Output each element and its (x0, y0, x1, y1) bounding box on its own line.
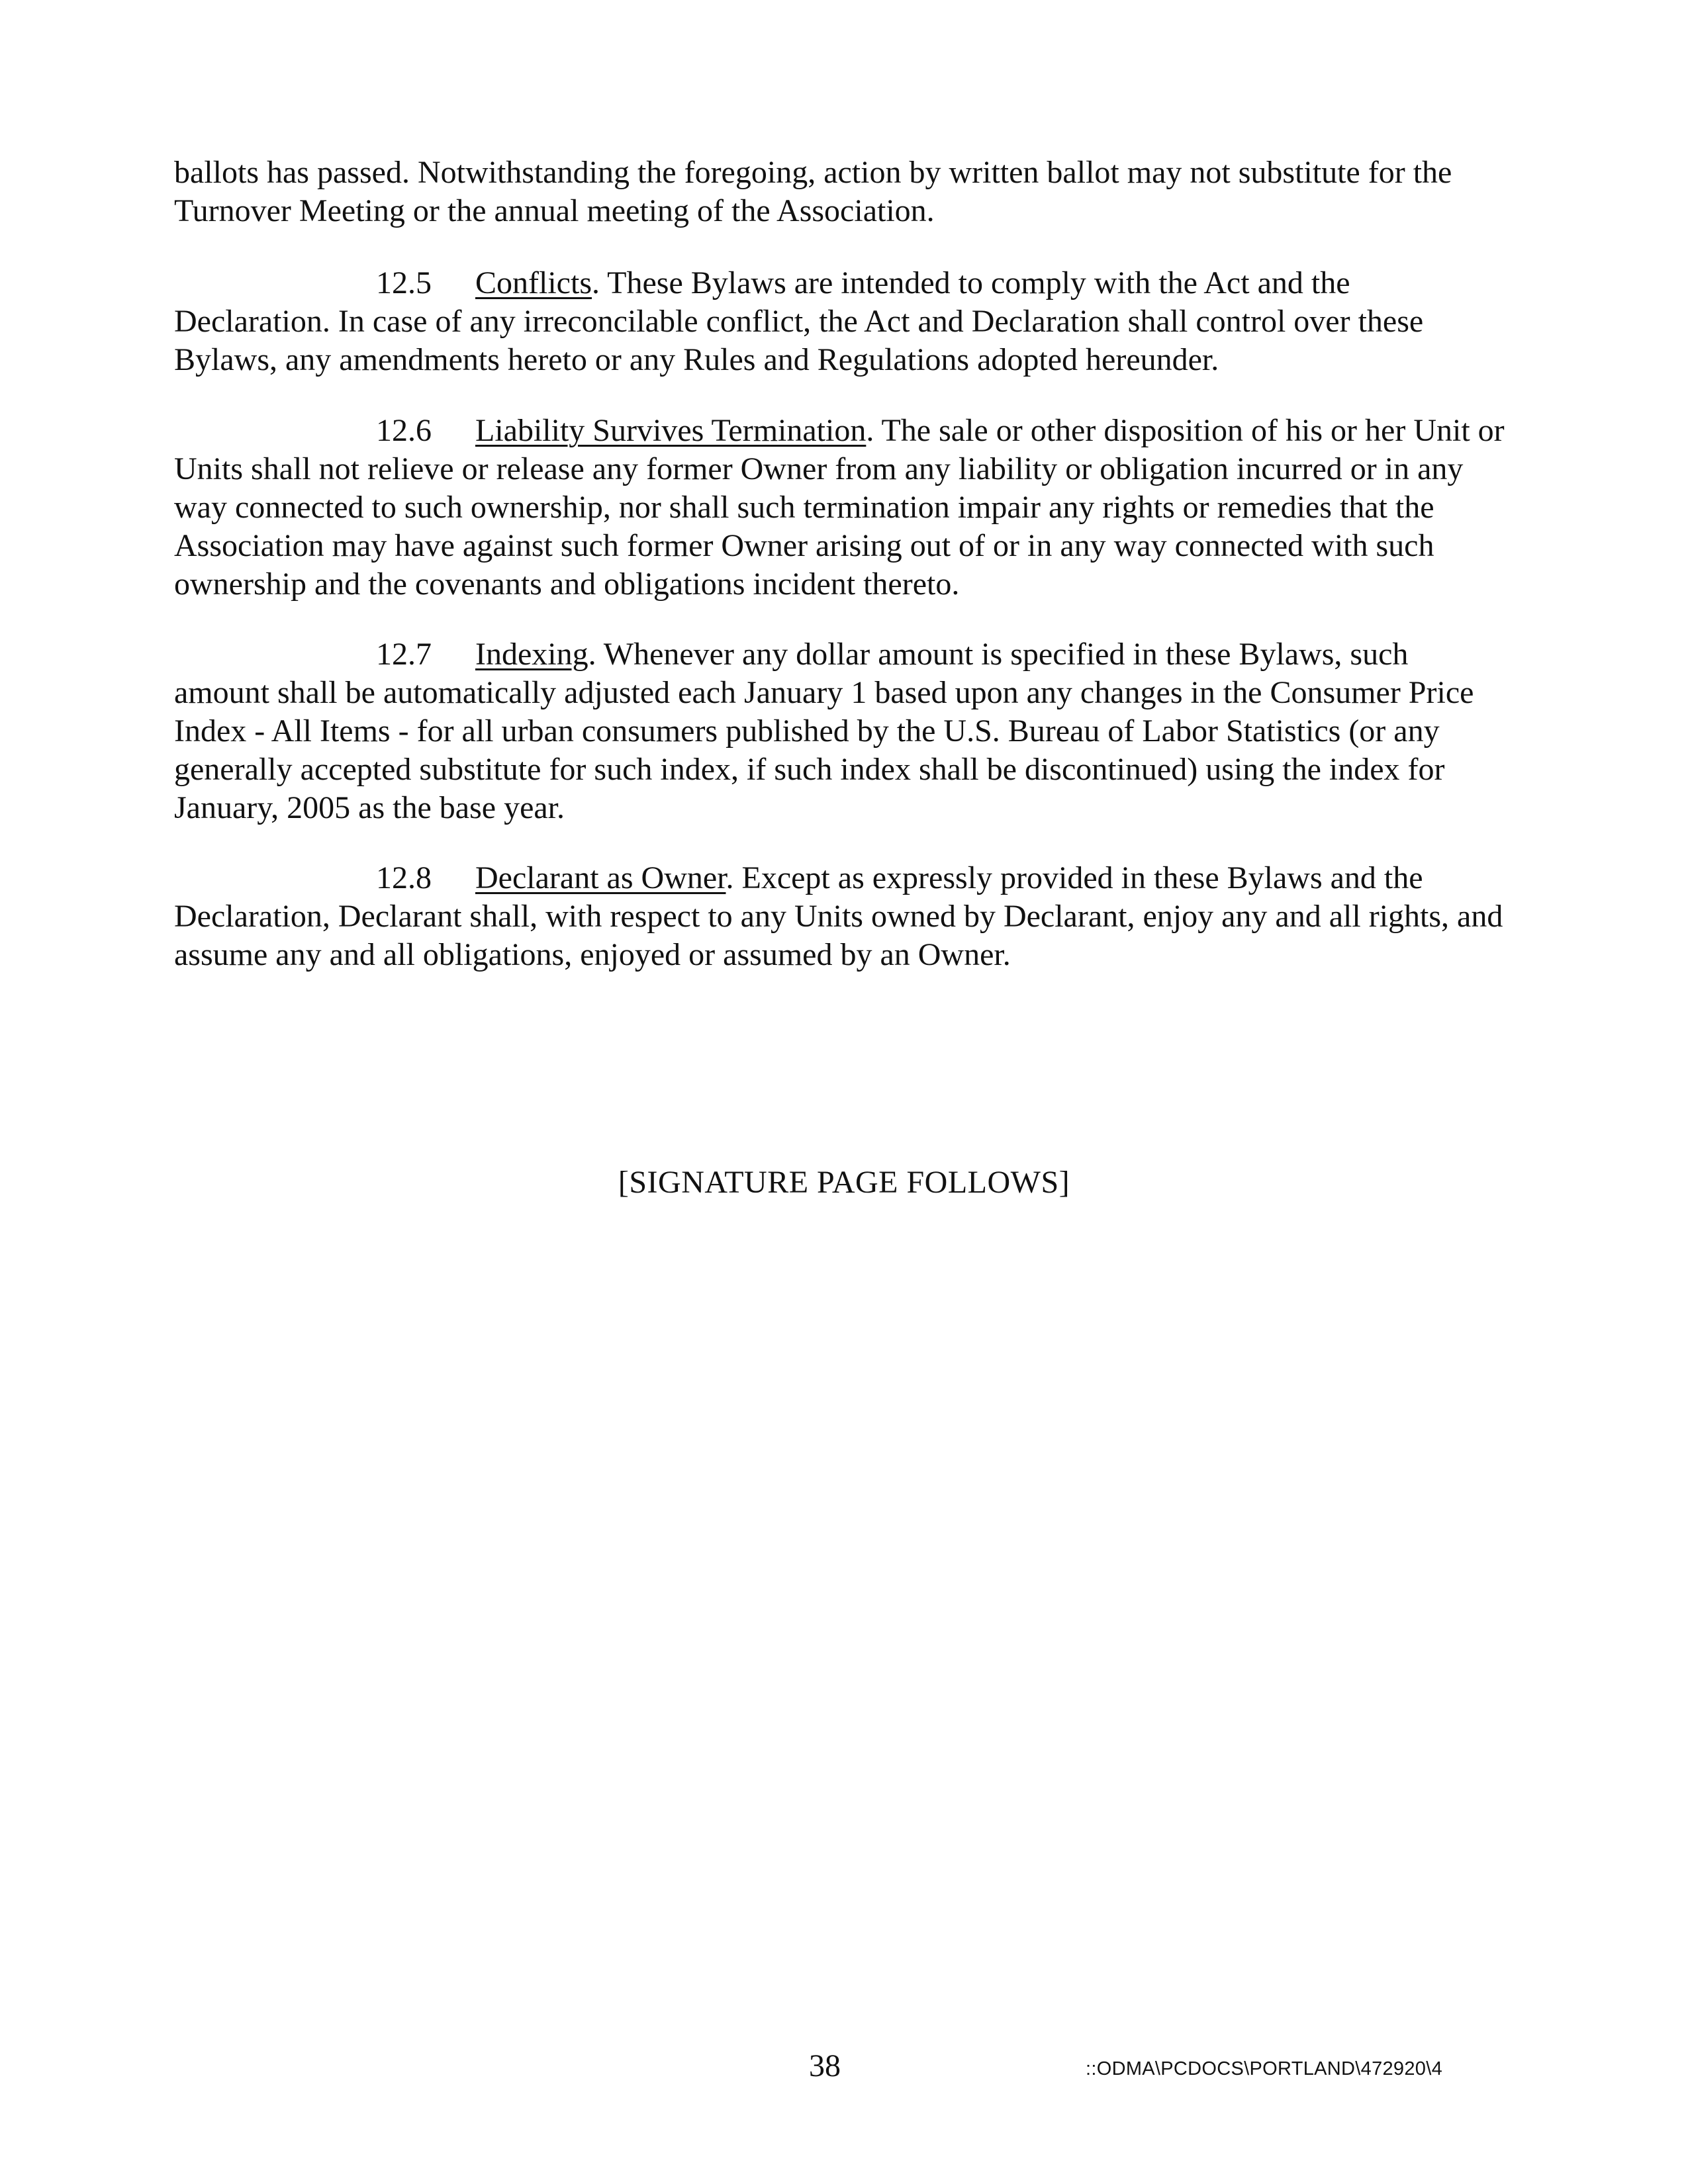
section-number: 12.7 (376, 637, 432, 672)
section-heading: Declarant as Owner (475, 860, 726, 895)
section-body: . The sale or other disposition of his or her Unit or Units shall not relieve or release any former Owner from any liability or obligation incurred or in any way connected to such ownership, nor shall such termination impair any rights or remedies that the Association may have against such former Owner arising out of or in any way connected with such ownership and the covenants and obligations incident thereto. (174, 413, 1505, 602)
footer-document-id: ::ODMA\PCDOCS\PORTLAND\472920\4 (1086, 2058, 1443, 2079)
section-body: . These Bylaws are intended to comply with the Act and the Declaration. In case of any irreconcilable conflict, the Act and Declaration shall control over these Bylaws, any amendments hereto or any Rules and Regulations adopted hereunder. (174, 265, 1424, 377)
section-body: . Except as expressly provided in these Bylaws and the Declaration, Declarant shall, with respect to any Units owned by Declarant, enjoy any and all rights, and assume any and all obligations, enjoyed or assumed by an Owner. (174, 860, 1503, 972)
section-heading: Liability Survives Termination (475, 413, 867, 448)
section-number: 12.8 (376, 860, 432, 895)
section-12-8-paragraph (174, 859, 1511, 974)
page-number: 38 (809, 2048, 841, 2083)
section-12-7-paragraph (174, 635, 1511, 827)
section-12-6-paragraph (174, 412, 1511, 604)
section-heading: Indexing (475, 637, 588, 672)
continuation-text: ballots has passed. Notwithstanding the foregoing, action by written ballot may not substitute for the Turnover Meeting or the annual meeting of the Association. (174, 155, 1452, 228)
continuation-paragraph (174, 154, 1511, 230)
section-heading: Conflicts (475, 265, 592, 300)
section-body: . Whenever any dollar amount is specified in these Bylaws, such amount shall be automatically adjusted each January 1 based upon any changes in the Consumer Price Index - All Items - for all urban consumers published by the U.S. Bureau of Labor Statistics (or any generally accepted substitute for such index, if such index shall be discontinued) using the index for January, 2005 as the base year. (174, 637, 1474, 825)
signature-page-notice: [SIGNATURE PAGE FOLLOWS] (618, 1165, 1070, 1200)
section-number: 12.5 (376, 265, 432, 300)
section-12-5-paragraph (174, 264, 1511, 379)
section-number: 12.6 (376, 413, 432, 448)
